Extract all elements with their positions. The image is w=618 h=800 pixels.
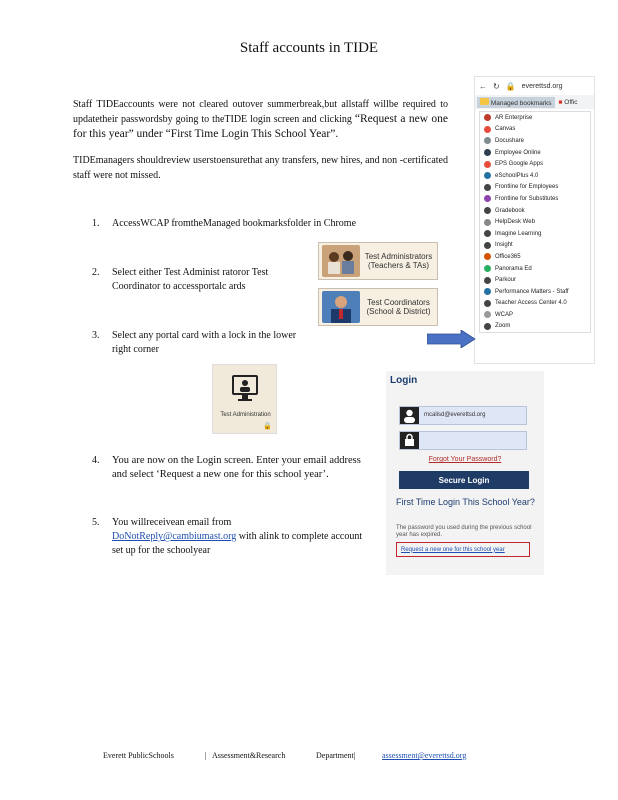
bookmark-icon — [484, 207, 491, 214]
card-label: Test Coordinators (School & District) — [366, 298, 431, 316]
portal-card-label: Test Administration — [220, 412, 271, 418]
footer-dept-2: Department| — [316, 751, 356, 760]
monitor-person-icon — [230, 373, 260, 403]
office-bookmark[interactable] — [559, 99, 578, 106]
bookmark-item[interactable] — [480, 274, 590, 286]
bookmark-label: Employee Online — [495, 149, 541, 156]
donotreply-link[interactable]: DoNotReply@cambiumast.org — [112, 531, 237, 542]
browser-bookmarks-screenshot — [474, 76, 595, 364]
step-number: 5. — [92, 517, 100, 528]
email-value: mcalisd@everettsd.org — [424, 412, 486, 418]
footer-org: Everett PublicSchools — [103, 751, 174, 760]
bookmark-label: Insight — [495, 242, 513, 249]
footer-separator: | — [205, 751, 207, 760]
password-field[interactable] — [399, 431, 527, 450]
bookmark-icon — [484, 149, 491, 156]
step-2 — [92, 266, 312, 298]
bookmark-item[interactable] — [480, 170, 590, 182]
step-text: Select any portal card with a lock in the lower right corner — [112, 330, 297, 355]
bookmark-item[interactable] — [480, 193, 590, 205]
step-number: 2. — [92, 267, 100, 278]
browser-toolbar — [475, 77, 594, 95]
bookmark-icon — [484, 161, 491, 168]
test-administration-card[interactable] — [212, 364, 277, 434]
step-1 — [92, 217, 412, 233]
intro-paragraph-2: TIDEmanagers shouldreview userstoensurethat any transfers, new hires, and non -certificated staff were not missed. — [73, 155, 448, 181]
step-text: AccessWCAP fromtheManaged bookmarksfolder in Chrome — [112, 218, 357, 229]
bookmark-label: WCAP — [495, 311, 513, 318]
step-5-text-a: You willreceivean email from — [112, 517, 232, 528]
step-number: 1. — [92, 218, 100, 229]
bookmark-icon — [484, 323, 491, 330]
bookmark-icon — [484, 253, 491, 260]
bookmark-icon — [484, 300, 491, 307]
footer-email-link[interactable]: assessment@everettsd.org — [382, 751, 467, 760]
bookmark-icon — [484, 242, 491, 249]
intro-text-a: Staff TIDEaccounts were not cleared outover summerbreak,but allstaff willbe required to updatetheir passwordsby going to theTIDE login screen and clicking — [73, 99, 448, 125]
bookmark-icon — [484, 277, 491, 284]
bookmark-icon — [484, 219, 491, 226]
bookmark-item[interactable] — [480, 309, 590, 321]
back-icon[interactable]: ← — [479, 81, 487, 91]
step-number: 4. — [92, 455, 100, 466]
lock-icon: 🔒 — [505, 81, 516, 91]
step-5-text-b: with alink to complete account set up for the schoolyear — [112, 531, 363, 556]
bookmark-item[interactable] — [480, 112, 590, 124]
bookmark-item[interactable] — [480, 263, 590, 275]
office-icon: ■ — [558, 98, 563, 106]
folder-icon — [480, 98, 489, 105]
bookmark-icon — [484, 184, 491, 191]
forgot-password-link[interactable]: Forgot Your Password? — [428, 456, 502, 463]
bookmark-label: Zoom — [495, 323, 511, 330]
step-number: 3. — [92, 330, 100, 341]
user-icon — [400, 407, 419, 424]
bookmark-item[interactable] — [480, 240, 590, 252]
bookmark-item[interactable] — [480, 286, 590, 298]
teachers-photo-icon — [322, 245, 360, 277]
bookmark-item[interactable] — [480, 205, 590, 217]
bookmarks-bar — [475, 95, 594, 109]
bookmark-label: HelpDesk Web — [495, 219, 535, 226]
bookmark-label: AR Enterprise — [495, 114, 533, 121]
bookmark-icon — [484, 311, 491, 318]
folder-label: Managed bookmarks — [490, 99, 552, 107]
bookmark-label: Imagine Learning — [495, 230, 542, 237]
padlock-icon — [400, 432, 419, 449]
bookmark-icon — [484, 288, 491, 295]
bookmark-item[interactable] — [480, 216, 590, 228]
coordinator-photo-icon — [322, 291, 360, 323]
bookmark-label: Teacher Access Center 4.0 — [495, 300, 567, 307]
bookmark-icon — [484, 137, 491, 144]
bookmark-item[interactable] — [480, 135, 590, 147]
managed-bookmarks-folder[interactable] — [477, 97, 555, 108]
reload-icon[interactable]: ↻ — [493, 81, 500, 91]
intro-paragraph-1 — [73, 97, 448, 142]
bookmark-icon — [484, 114, 491, 121]
bookmark-label: Office365 — [495, 253, 521, 260]
first-time-login-heading: First Time Login This School Year? — [396, 497, 535, 507]
bookmark-icon — [484, 126, 491, 133]
request-new-password-link[interactable]: Request a new one for this school year — [396, 542, 530, 557]
test-coordinators-card[interactable] — [318, 288, 438, 326]
address-bar[interactable]: everettsd.org — [521, 82, 563, 90]
bookmark-label: Panorama Ed — [495, 265, 532, 272]
step-text: You are now on the Login screen. Enter your email address and select ‘Request a new one for this school year’. — [112, 455, 361, 480]
arrow-icon — [427, 330, 477, 348]
bookmark-label: Performance Matters - Staff — [495, 288, 569, 295]
bookmark-icon — [484, 195, 491, 202]
step-4 — [92, 454, 372, 502]
bookmark-item[interactable] — [480, 228, 590, 240]
step-3 — [92, 329, 312, 361]
bookmark-label: Canvas — [495, 126, 516, 133]
bookmark-label: Docushare — [495, 137, 525, 144]
bookmark-item[interactable] — [480, 147, 590, 159]
bookmark-label: EPS Google Apps — [495, 161, 544, 168]
lock-icon: 🔒 — [263, 423, 272, 430]
bookmark-label: Frontline for Employees — [495, 184, 559, 191]
step-text: Select either Test Administ ratoror Test Coordinator to accessportalc ards — [112, 267, 269, 292]
footer-dept: Assessment&Research — [212, 751, 286, 760]
bookmark-icon — [484, 172, 491, 179]
card-label: Test Administrators (Teachers & TAs) — [364, 252, 433, 270]
office-label: Offic — [564, 98, 578, 106]
email-field[interactable] — [399, 406, 527, 425]
step-5 — [92, 516, 372, 564]
login-screenshot — [386, 371, 544, 575]
test-administrators-card[interactable] — [318, 242, 438, 280]
secure-login-button[interactable]: Secure Login — [399, 471, 529, 489]
bookmarks-menu — [479, 111, 591, 333]
bookmark-label: Gradebook — [495, 207, 525, 214]
bookmark-item[interactable] — [480, 321, 590, 333]
bookmark-label: eSchoolPlus 4.0 — [495, 172, 539, 179]
bookmark-item[interactable] — [480, 124, 590, 136]
bookmark-item[interactable] — [480, 182, 590, 194]
bookmark-item[interactable] — [480, 251, 590, 263]
bookmark-item[interactable] — [480, 158, 590, 170]
bookmark-icon — [484, 230, 491, 237]
step-text — [112, 516, 368, 558]
intro-text-b: “Request a new one for this year” under “First Time Login This School Year”. — [73, 113, 448, 140]
login-header: Login — [390, 375, 418, 386]
expired-password-note: The password you used during the previous school year has expired. — [396, 525, 532, 538]
bookmark-icon — [484, 265, 491, 272]
page-title: Staff accounts in TIDE — [239, 40, 379, 56]
bookmark-label: Parkour — [495, 277, 517, 284]
bookmark-item[interactable] — [480, 298, 590, 310]
bookmark-label: Frontline for Substitutes — [495, 195, 559, 202]
